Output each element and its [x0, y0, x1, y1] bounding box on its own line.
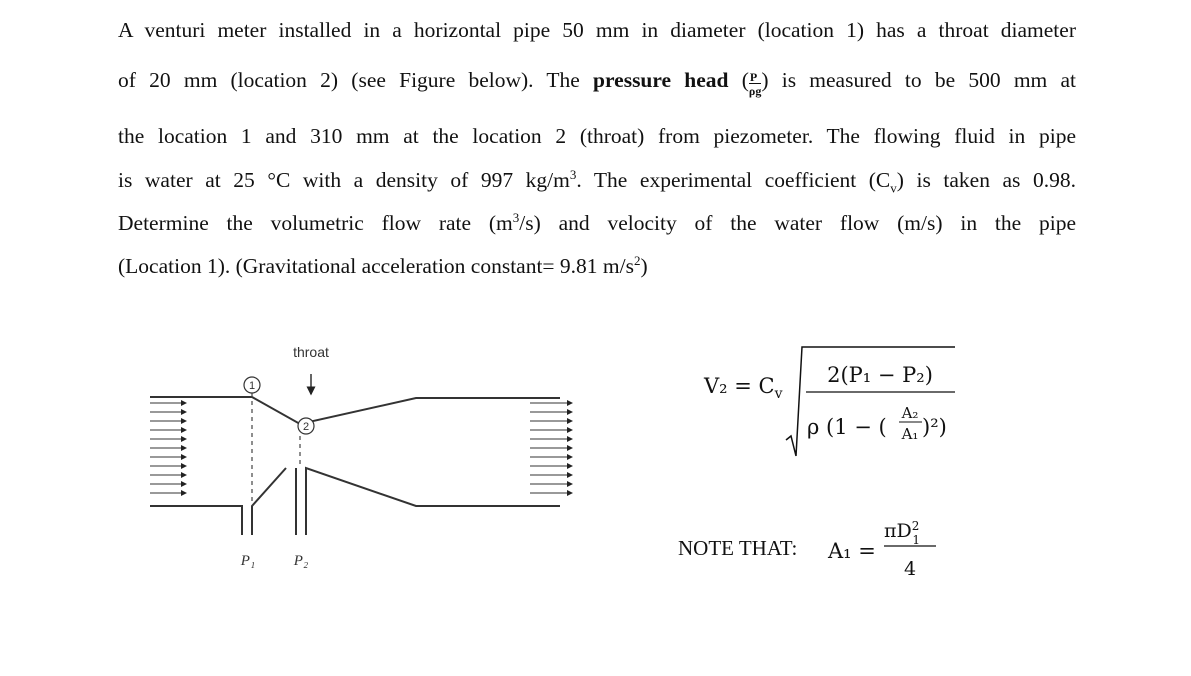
flow-rate-exponent: 3	[512, 210, 520, 225]
velocity-formula	[703, 347, 955, 456]
formula-denominator-close: )²)	[922, 415, 947, 439]
line-1-text: A venturi meter installed in a horizontal pipe 50 mm in diameter (location 1) has a throat diameter	[118, 18, 1076, 42]
area-ratio-denominator: A₁	[901, 425, 919, 443]
inlet-flow-arrows	[150, 403, 186, 493]
formula-numerator: 2(P₁ − P₂)	[827, 363, 933, 387]
outlet-flow-arrows	[530, 403, 572, 493]
line-5-text-b: /s) and velocity of the water flow (m/s) in the pipe	[519, 211, 1076, 236]
gravity-exponent: 2	[634, 253, 641, 268]
line-6-text-b: )	[640, 254, 648, 279]
area-numerator: $\pi D^2$ 1	[884, 519, 921, 547]
line-6-text-a: (Location 1). (Gravitational acceleration constant= 9.81 m/s	[118, 254, 634, 279]
p2-label: P₂	[293, 553, 309, 569]
fraction-denominator: ρg	[748, 84, 762, 99]
venturi-lower-wall	[150, 468, 560, 535]
p1-label: P₁	[240, 553, 256, 569]
line-2-text-a: of 20 mm (location 2) (see Figure below). The	[118, 68, 580, 92]
line-4-text-b: . The experimental coefficient (C	[576, 168, 891, 193]
line-4-text-c: ) is taken as 0.98.	[896, 168, 1076, 193]
area-lhs: A₁ =	[828, 539, 876, 563]
location-1-number: 1	[248, 380, 256, 392]
note-label: NOTE THAT:	[678, 536, 798, 560]
formula-lhs: $V_2 = C_v$	[704, 374, 783, 402]
problem-line-2: of 20 mm (location 2) (see Figure below). The pressure head ( $\frac{P}{\rho g}$ ) is measured to be 500 mm at	[118, 68, 1077, 99]
density-exponent: 3	[569, 167, 577, 182]
fraction-numerator: P	[749, 71, 761, 84]
location-2-number: 2	[302, 421, 310, 433]
formula-denominator: ρ (1 − (	[807, 415, 887, 439]
venturi-upper-wall	[150, 397, 560, 424]
line-2-text-c: is measured to be 500 mm at	[781, 68, 1077, 92]
pressure-head-term: pressure head	[593, 68, 729, 92]
area-denominator: 4	[903, 558, 917, 580]
area-note-formula	[827, 519, 936, 580]
area-ratio-numerator: A₂	[901, 404, 919, 422]
cv-subscript: v	[890, 180, 897, 196]
line-5-text-a: Determine the volumetric flow rate (m	[118, 211, 513, 236]
throat-label: throat	[293, 344, 329, 360]
line-4-text-a: is water at 25 °C with a density of 997 kg/m	[118, 168, 570, 193]
line-3-text: the location 1 and 310 mm at the location 2 (throat) from piezometer. The flowing fluid in pipe	[118, 124, 1076, 148]
